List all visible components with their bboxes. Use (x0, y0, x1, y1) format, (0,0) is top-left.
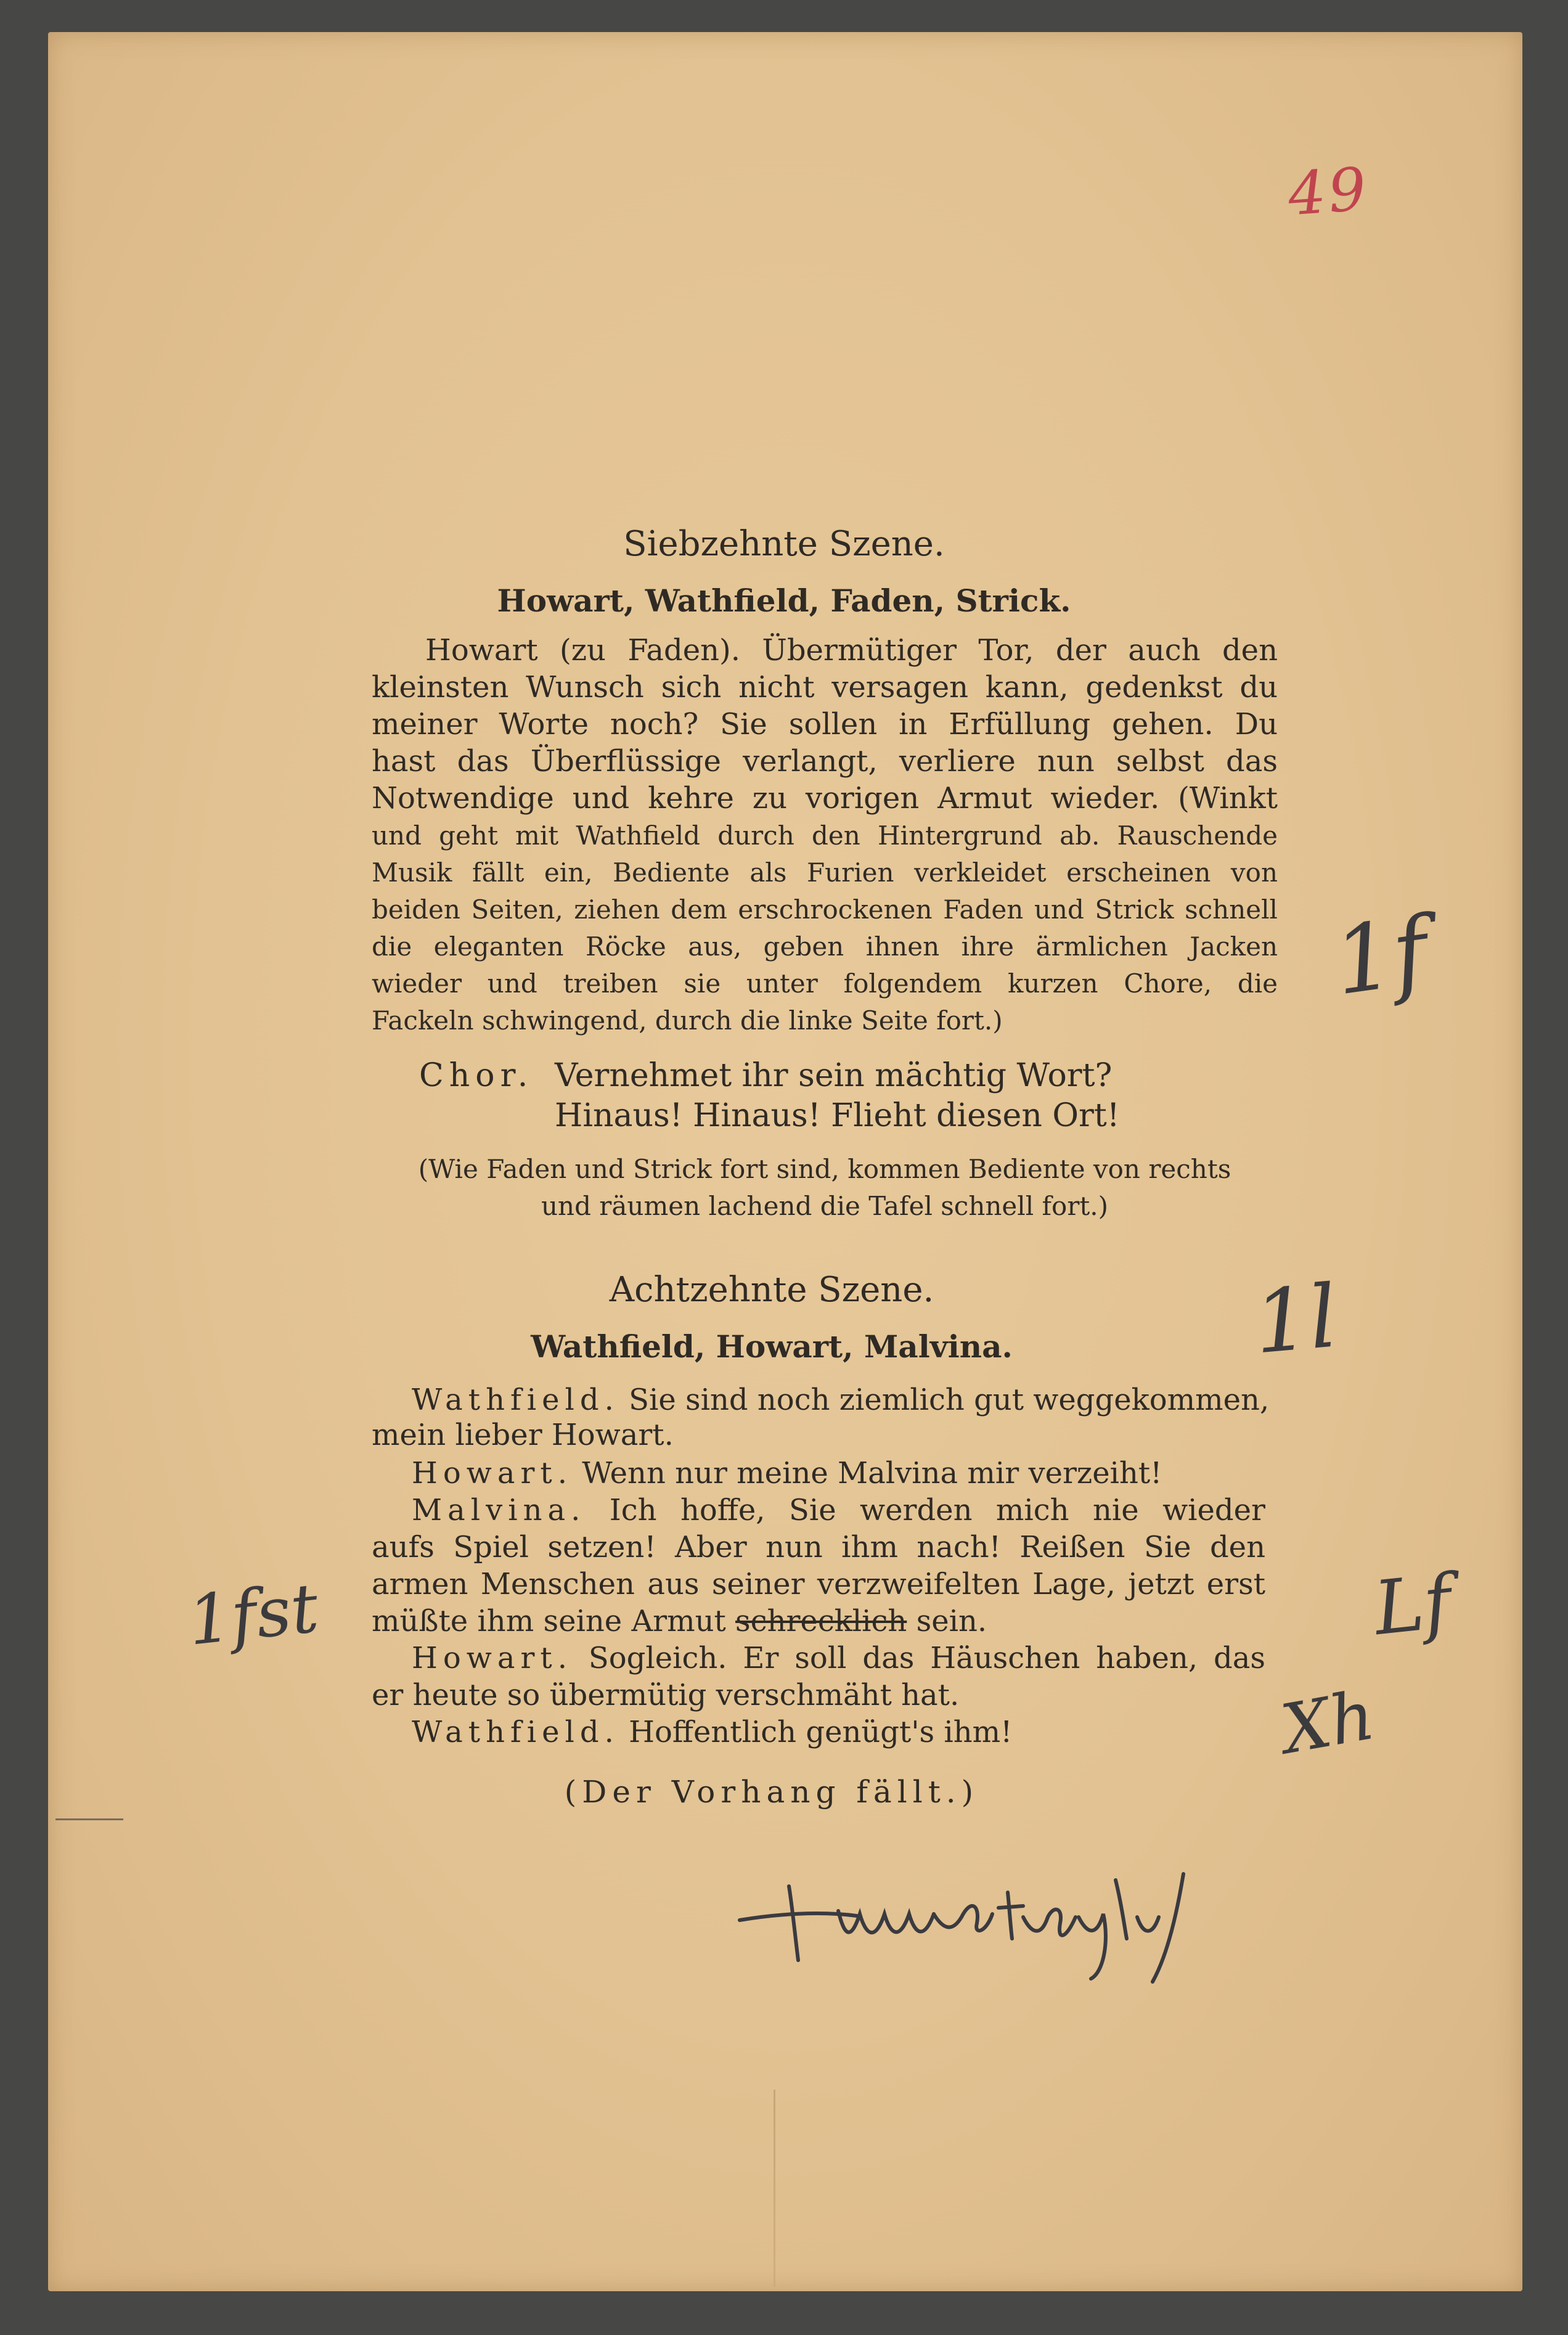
dialogue-text: mein lieber Howart. (372, 1418, 674, 1452)
dialogue-line (412, 1641, 1265, 1675)
dialogue-line (372, 1678, 1265, 1712)
paper-fold-crease (774, 2090, 775, 2287)
dialogue-text: Hoffentlich genügt's ihm! (629, 1715, 1013, 1749)
dialogue-text: Ich hoffe, Sie werden mich nie wieder (609, 1493, 1265, 1527)
scene-17-stage-line: Fackeln schwingend, durch die linke Seite fort.) (372, 1005, 1003, 1036)
dialogue-text: armen Menschen aus seiner verzweifelten Lage, jetzt erst (372, 1567, 1265, 1601)
pencil-mark: 1fst (184, 1568, 322, 1661)
dialogue-line (372, 1530, 1265, 1564)
scene-18-cast: Wathfield, Howart, Malvina. (531, 1328, 1013, 1365)
handwritten-signature (727, 1849, 1220, 1991)
scene-17-title: Siebzehnte Szene. (623, 524, 945, 564)
dialogue-text: Wenn nur meine Malvina mir verzeiht! (582, 1456, 1162, 1491)
dialogue-line (372, 1567, 1265, 1601)
dialogue-text: aufs Spiel setzen! Aber nun ihm nach! Reißen Sie den (372, 1530, 1265, 1564)
scene-18-title: Achtzehnte Szene. (609, 1270, 934, 1310)
dialogue-text: müßte ihm seine Armut (372, 1604, 726, 1638)
dialogue-line (412, 1493, 1265, 1527)
scene-17-stage-line: und geht mit Wathfield durch den Hintergrund ab. Rauschende (372, 820, 1278, 851)
pencil-mark: Xh (1276, 1675, 1381, 1769)
speaker-name: Malvina. (412, 1493, 586, 1527)
dialogue-text: er heute so übermütig verschmäht hat. (372, 1678, 960, 1712)
dialogue-line (412, 1456, 1265, 1491)
scene-17-cast: Howart, Wathfield, Faden, Strick. (497, 583, 1071, 619)
scene-17-stage-line: die eleganten Röcke aus, geben ihnen ihre ärmlichen Jacken (372, 931, 1278, 962)
scene-17-stage-line: beiden Seiten, ziehen dem erschrockenen Faden und Strick schnell (372, 894, 1278, 925)
struck-word: schrecklich (735, 1604, 907, 1638)
dialogue-line (372, 1604, 1265, 1638)
edge-mark (55, 1818, 123, 1820)
speaker-name: Howart. (412, 1456, 573, 1491)
chor-line: Hinaus! Hinaus! Flieht diesen Ort! (555, 1097, 1120, 1134)
scene-17-line: kleinsten Wunsch sich nicht versagen kann, gedenkst du (372, 670, 1278, 705)
pencil-mark: Lf (1370, 1558, 1456, 1653)
pencil-mark: 1f (1327, 897, 1435, 1016)
speaker-name: Wathfield. (412, 1383, 619, 1417)
scene-17-stage-line: wieder und treiben sie unter folgendem kurzen Chore, die (372, 968, 1278, 999)
scene-17-line: meiner Worte noch? Sie sollen in Erfüllung gehen. Du (372, 707, 1278, 742)
speaker-name: Wathfield. (412, 1715, 619, 1749)
dialogue-line (412, 1715, 1265, 1749)
scene-17-line: Howart (zu Faden). Übermütiger Tor, der auch den (425, 633, 1278, 668)
chor-line: Vernehmet ihr sein mächtig Wort? (555, 1057, 1113, 1094)
speaker-name: Howart. (412, 1641, 573, 1675)
dialogue-text: sein. (916, 1604, 987, 1638)
dialogue-line (372, 1418, 1278, 1452)
dialogue-line (412, 1383, 1270, 1417)
dialogue-text: Sogleich. Er soll das Häuschen haben, das (588, 1641, 1265, 1675)
scene-17-stage-line: Musik fällt ein, Bediente als Furien verkleidet erscheinen von (372, 857, 1278, 888)
pencil-mark: 1l (1250, 1266, 1341, 1374)
page-number: 49 (1286, 154, 1371, 229)
scene-17-line: hast das Überflüssige verlangt, verliere nun selbst das (372, 744, 1278, 779)
scene-17-line: Notwendige und kehre zu vorigen Armut wieder. (Winkt (372, 781, 1278, 816)
dialogue-text: Sie sind noch ziemlich gut weggekommen, (629, 1383, 1270, 1417)
curtain-direction: (Der Vorhang fällt.) (564, 1774, 979, 1810)
chor-speaker: Chor. (419, 1057, 534, 1094)
stage-direction: und räumen lachend die Tafel schnell fort.) (541, 1191, 1109, 1221)
stage-direction: (Wie Faden und Strick fort sind, kommen Bediente von rechts (418, 1154, 1231, 1184)
